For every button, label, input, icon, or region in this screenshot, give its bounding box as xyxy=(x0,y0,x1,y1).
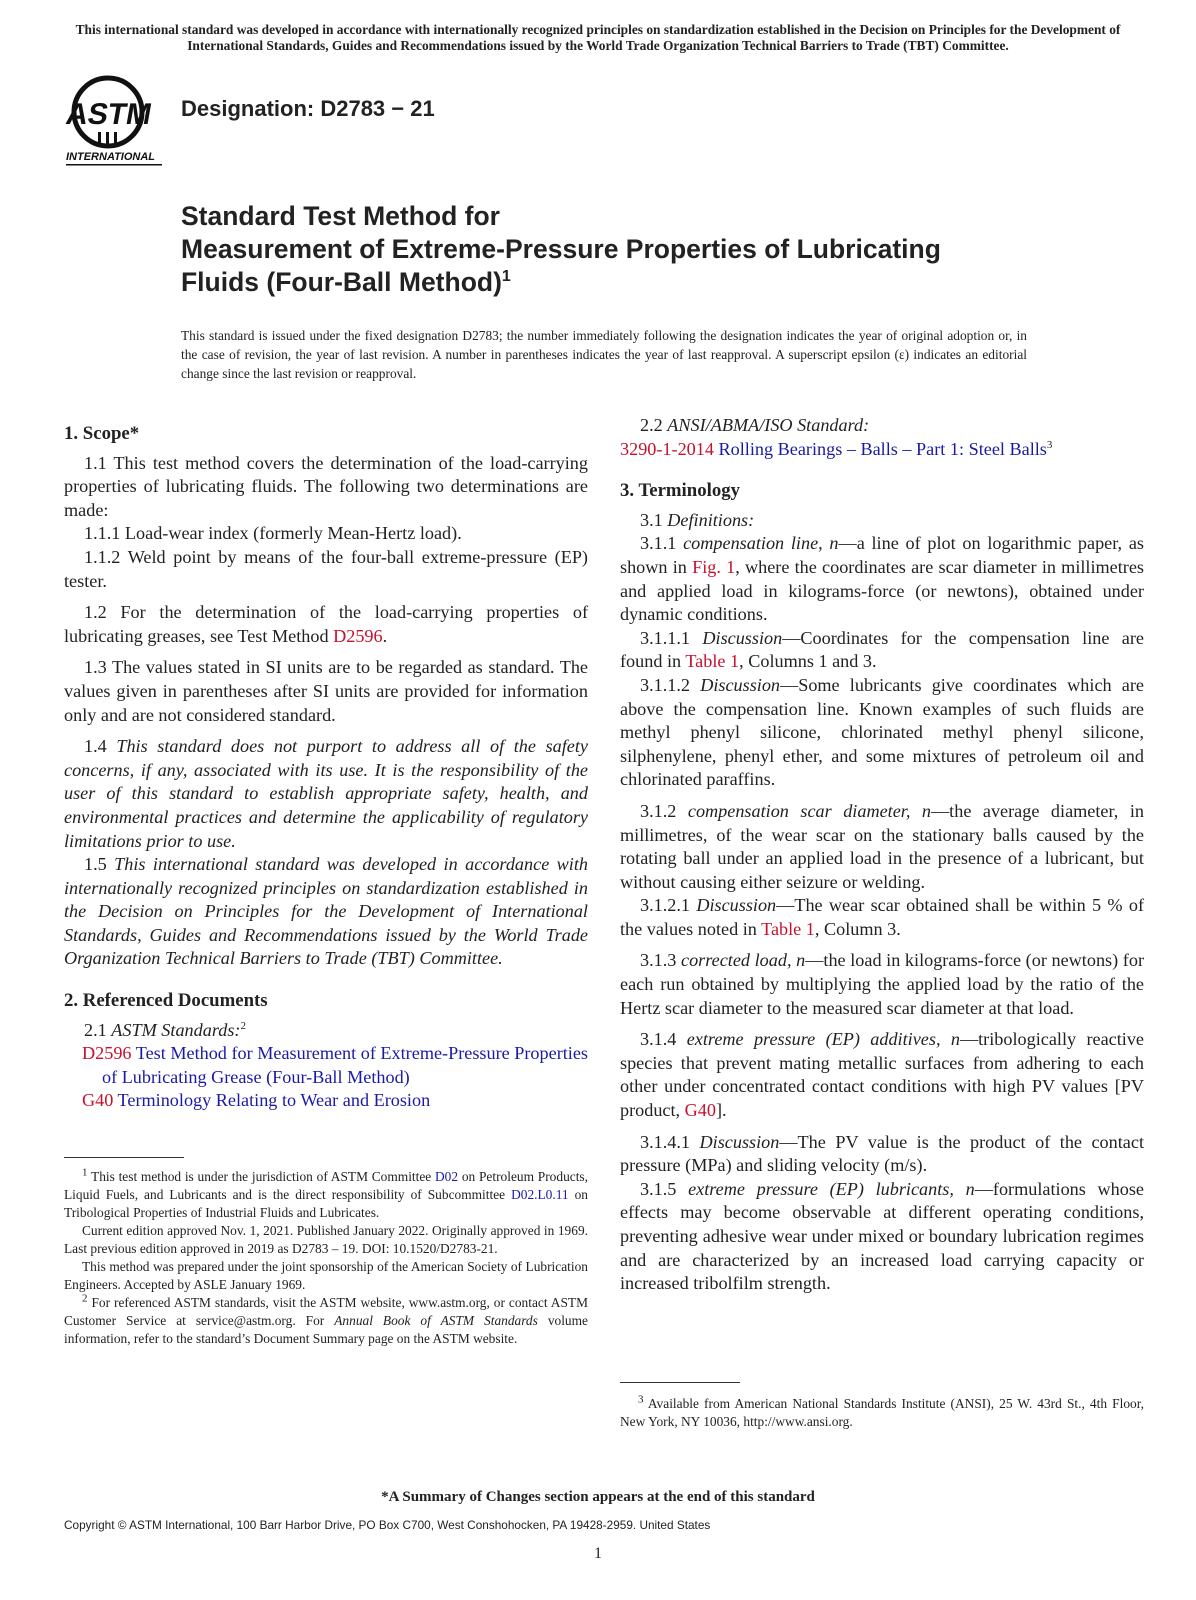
para-1-1: 1.1 This test method covers the determination of the load-carrying properties of lubricating fluids. The following two determinations are made: xyxy=(64,452,588,520)
title-line-3: Fluids (Four-Ball Method)$^1$ xyxy=(181,267,511,297)
para-1-4: 1.4 This standard does not purport to address all of the safety concerns, if any, associated with its use. It is the responsibility of the user of this standard to establish appropriate safety, health, and environmental practices and determine the applicability of regulatory limitations prior to use. xyxy=(64,736,588,851)
ref-d2596[interactable]: D2596 Test Method for Measurement of Extreme-Pressure Properties of Lubricating Grease (Four-Ball Method) xyxy=(82,1043,589,1087)
para-1-1-2: 1.1.2 Weld point by means of the four-ball extreme-pressure (EP) tester. xyxy=(64,546,588,591)
right-footnotes xyxy=(620,1382,1144,1431)
logo-subtext: INTERNATIONAL xyxy=(66,151,156,163)
wto-notice: This international standard was developed in accordance with internationally recognized principles on standardization established in the Decision on Principles for the Development of International Standards, Guides and Recommendations issued by the World Trade Organization Technical Barriers to Trade (TBT) Committee. xyxy=(75,22,1121,53)
para-3-1-2-1: 3.1.2.1 Discussion—The wear scar obtained shall be within 5 % of the values noted in Table 1, Column 3. xyxy=(620,895,1144,939)
designation: Designation: D2783 − 21 xyxy=(181,96,435,121)
astm-logo xyxy=(62,74,172,174)
copyright: Copyright © ASTM International, 100 Barr Harbor Drive, PO Box C700, West Conshohocken, PA 19428-2959. United States xyxy=(64,1518,711,1532)
footnote-1-prepared: This method was prepared under the joint sponsorship of the American Society of Lubrication Engineers. Accepted by ASLE January 1969. xyxy=(64,1259,588,1293)
para-1-3: 1.3 The values stated in SI units are to be regarded as standard. The values given in parentheses after SI units are provided for information only and are not considered standard. xyxy=(64,657,588,725)
title-line-2: Measurement of Extreme-Pressure Properties of Lubricating xyxy=(181,234,941,264)
footnote-marker-3: 3 xyxy=(1046,438,1053,451)
para-3-1: 3.1 Definitions: xyxy=(640,509,755,530)
right-column xyxy=(620,414,1144,1296)
astm-logo-icon xyxy=(62,74,172,174)
link-d2596[interactable]: D2596 xyxy=(333,625,383,646)
para-1-5: 1.5 This international standard was developed in accordance with internationally recognized principles on standardization established in the Decision on Principles for the Development of International Standards, Guides and Recommendations issued by the World Trade Organization Technical Barriers to Trade (TBT) Committee. xyxy=(64,854,589,969)
footnote-marker-2: 2 xyxy=(240,1019,246,1032)
summary-of-changes-note: *A Summary of Changes section appears at the end of this standard xyxy=(381,1489,815,1505)
para-2-2: 2.2 ANSI/ABMA/ISO Standard: xyxy=(640,415,870,435)
para-3-1-5: 3.1.5 extreme pressure (EP) lubricants, n—formulations whose effects may become observable at different operating conditions, preventing adhesive wear under mixed or boundary lubrication regimes and are characterized by an increased load carrying capacity or increased tribolfilm strength. xyxy=(620,1178,1144,1294)
link-table-1[interactable]: Table 1 xyxy=(685,651,740,672)
section-scope-heading: 1. Scope* xyxy=(64,423,140,444)
ref-g40[interactable]: G40 Terminology Relating to Wear and Erosion xyxy=(82,1090,431,1111)
left-column xyxy=(64,422,588,1348)
para-3-1-4-1: 3.1.4.1 Discussion—The PV value is the product of the contact pressure (MPa) and sliding velocity (m/s). xyxy=(620,1131,1145,1176)
footnote-2: $^2$ For referenced ASTM standards, visit the ASTM website, www.astm.org, or contact ASTM Customer Service at service@astm.org. For Annual Book of ASTM Standards volume information, refer to the standard’s Document Summary page on the ASTM website. xyxy=(64,1292,588,1347)
para-3-1-1-2: 3.1.1.2 Discussion—Some lubricants give coordinates which are above the compensation line. Known examples of such fluids are methyl phenyl silicone, chlorinated methyl phenyl silicone, silphenylene, phenyl ether, and some mixtures of petroleum oil and chlorinated paraffins. xyxy=(620,674,1144,790)
document-title xyxy=(181,200,1081,299)
link-d02[interactable]: D02 xyxy=(435,1169,459,1185)
para-3-1-1: 3.1.1 compensation line, n—a line of plot on logarithmic paper, as shown in Fig. 1, where the coordinates are scar diameter in millimetres and applied load in kilograms-force (or newtons), obtained under dynamic conditions. xyxy=(620,533,1145,625)
link-fig-1[interactable]: Fig. 1 xyxy=(692,556,736,577)
link-g40[interactable]: G40 xyxy=(684,1100,716,1121)
logo-text: ASTM xyxy=(63,98,155,131)
footnote-1-edition: Current edition approved Nov. 1, 2021. Published January 2022. Originally approved in 1969. Last previous edition approved in 2019 as D2783 – 19. DOI: 10.1520/D2783-21. xyxy=(64,1223,588,1257)
title-line-1: Standard Test Method for xyxy=(181,201,500,231)
para-2-1: 2.1 ASTM Standards:$^2$ xyxy=(84,1019,246,1040)
para-3-1-4: 3.1.4 extreme pressure (EP) additives, n—tribologically reactive species that prevent mating metallic surfaces from adhering to each other under concentrated contact conditions with high PV values [PV product, G40]. xyxy=(620,1029,1145,1121)
para-3-1-1-1: 3.1.1.1 Discussion—Coordinates for the compensation line are found in Table 1, Columns 1 and 3. xyxy=(620,627,1144,672)
title-footnote-marker: 1 xyxy=(501,268,511,286)
footnote-1: $^1$ This test method is under the jurisdiction of ASTM Committee D02 on Petroleum Products, Liquid Fuels, and Lubricants and is the direct responsibility of Subcommittee D02.L0.11 on Tribological Properties of Industrial Fluids and Lubricates. xyxy=(64,1166,588,1221)
link-d02-l0-11[interactable]: D02.L0.11 xyxy=(511,1187,569,1203)
section-terminology-heading: 3. Terminology xyxy=(620,480,741,502)
ref-iso-3290[interactable]: 3290-1-2014 Rolling Bearings – Balls – Part 1: Steel Balls$^3$ xyxy=(620,438,1053,459)
section-refs-heading: 2. Referenced Documents xyxy=(64,990,268,1012)
link-table-1-b[interactable]: Table 1 xyxy=(761,918,815,939)
para-3-1-3: 3.1.3 corrected load, n—the load in kilograms-force (or newtons) for each run obtained by multiplying the applied load by the ratio of the Hertz scar diameter to the measured scar diameter at that load. xyxy=(620,950,1145,1018)
para-3-1-2: 3.1.2 compensation scar diameter, n—the average diameter, in millimetres, of the wear scar on the stationary balls caused by the rotating ball under an applied load in the presence of a lubricant, but without causing either seizure or welding. xyxy=(620,800,1144,892)
para-1-2: 1.2 For the determination of the load-carrying properties of lubricating greases, see Test Method D2596. xyxy=(64,602,588,646)
para-1-1-1: 1.1.1 Load-wear index (formerly Mean-Hertz load). xyxy=(84,523,462,544)
page-number: 1 xyxy=(594,1545,602,1562)
issuance-note: This standard is issued under the fixed designation D2783; the number immediately following the designation indicates the year of original adoption or, in the case of revision, the year of last revision. A number in parentheses indicates the year of last reapproval. A superscript epsilon (ε) indicates an editorial change since the last revision or reapproval. xyxy=(181,328,1027,381)
footnote-3: $^3$ Available from American National Standards Institute (ANSI), 25 W. 43rd St., 4th Floor, New York, NY 10036, http://www.ansi.org. xyxy=(620,1393,1144,1429)
